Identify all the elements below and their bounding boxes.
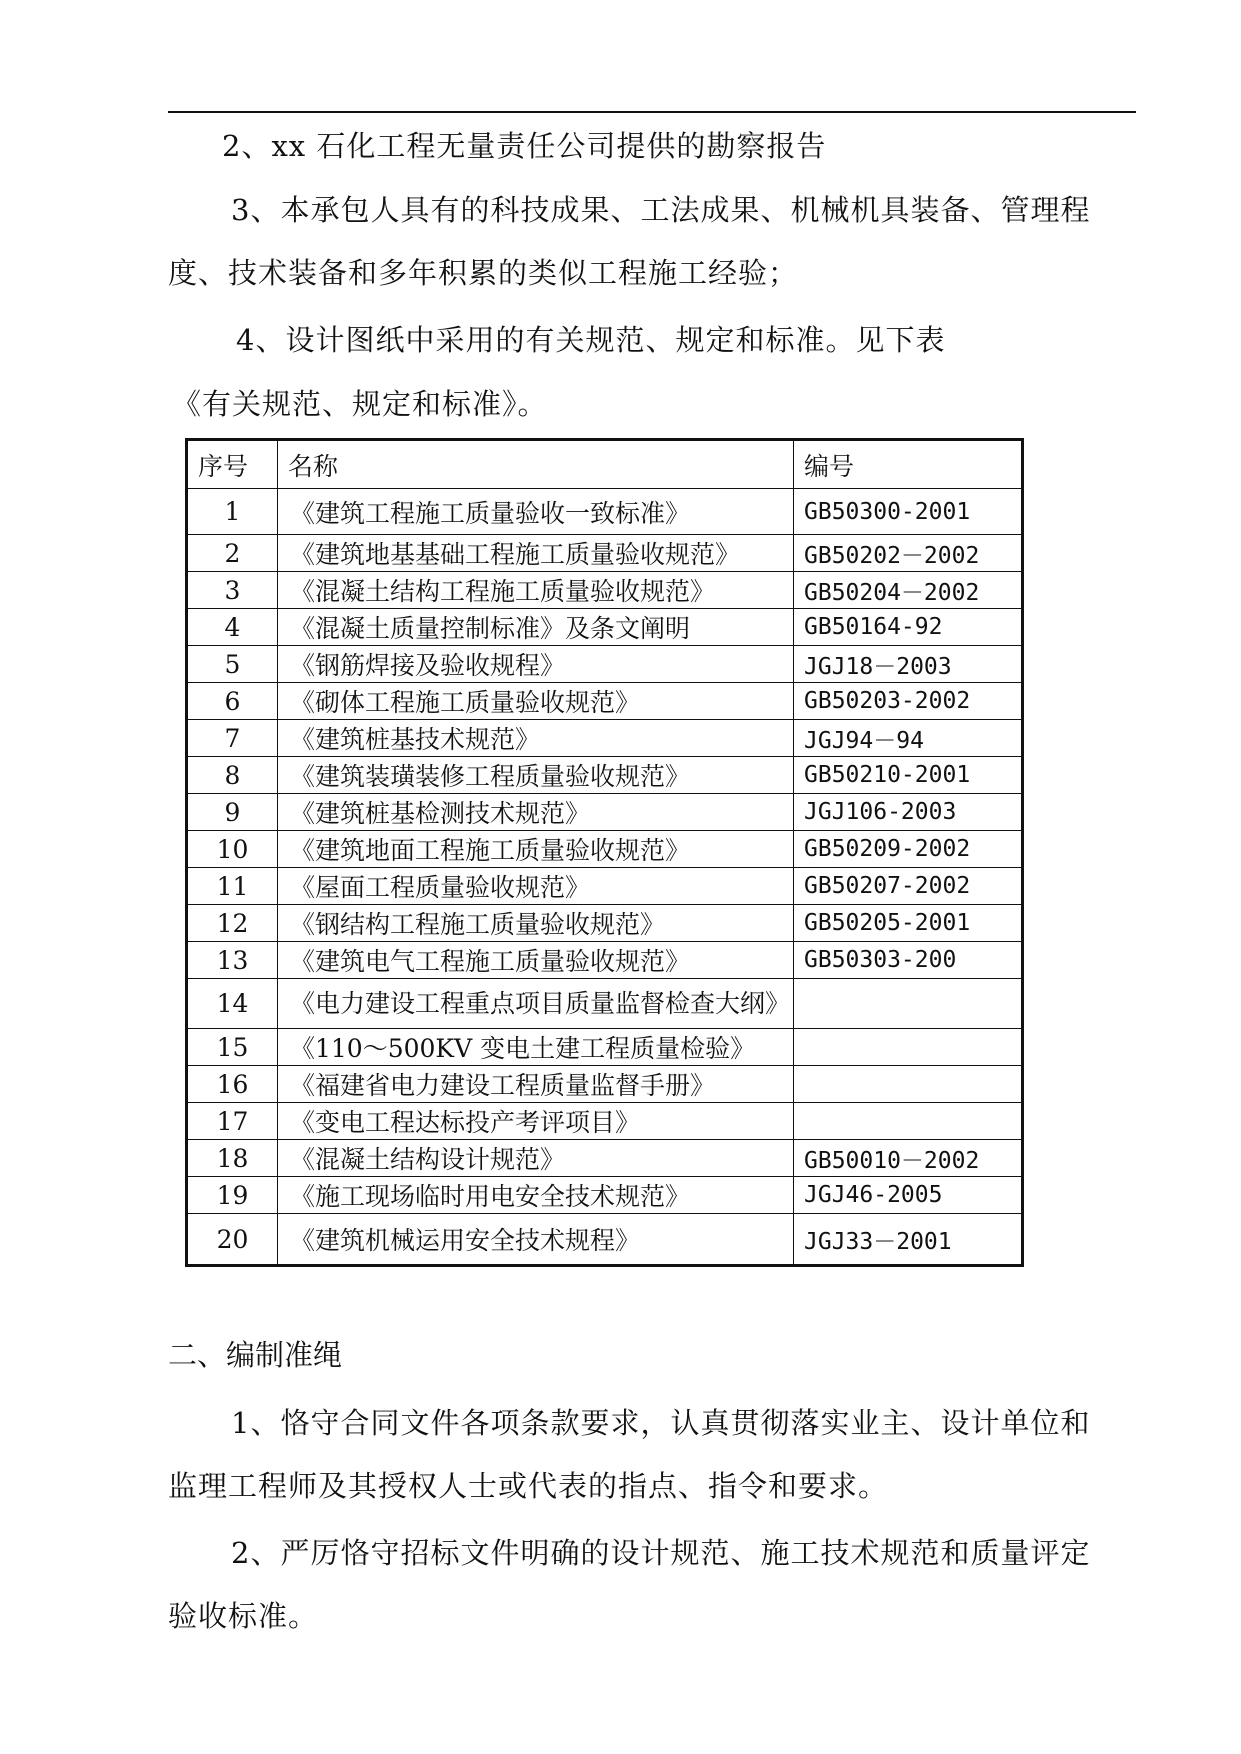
cell-standard-name: 《混凝土结构工程施工质量验收规范》: [278, 572, 794, 609]
paragraph-standards-line2: 《有关规范、规定和标准》。: [172, 387, 548, 421]
table-header-row: [187, 440, 1023, 489]
paragraph-achievements-line2: 度、技术装备和多年积累的类似工程施工经验；: [168, 256, 799, 290]
table-row: [187, 1029, 1023, 1066]
table-row: [187, 609, 1023, 646]
cell-standard-code: JGJ33－2001: [794, 1214, 1023, 1266]
cell-serial-no: 16: [187, 1066, 278, 1103]
cell-standard-code: [794, 1066, 1023, 1103]
table-row: [187, 683, 1023, 720]
table-row: [187, 942, 1023, 979]
cell-standard-name: 《110～500KV 变电土建工程质量检验》: [278, 1029, 794, 1066]
cell-serial-no: 17: [187, 1103, 278, 1140]
table-row: [187, 535, 1023, 572]
cell-standard-name: 《混凝土质量控制标准》及条文阐明: [278, 609, 794, 646]
cell-serial-no: 15: [187, 1029, 278, 1066]
cell-standard-name: 《屋面工程质量验收规范》: [278, 868, 794, 905]
cell-standard-code: JGJ106-2003: [794, 794, 1023, 831]
table-row: [187, 489, 1023, 535]
cell-standard-name: 《钢结构工程施工质量验收规范》: [278, 905, 794, 942]
cell-standard-name: 《建筑机械运用安全技术规程》: [278, 1214, 794, 1266]
cell-standard-code: [794, 1029, 1023, 1066]
cell-serial-no: 10: [187, 831, 278, 868]
cell-standard-name: 《钢筋焊接及验收规程》: [278, 646, 794, 683]
table-row: [187, 1140, 1023, 1177]
cell-standard-code: GB50204－2002: [794, 572, 1023, 609]
table-row: [187, 1177, 1023, 1214]
table-row: [187, 905, 1023, 942]
table-row: [187, 979, 1023, 1029]
cell-standard-code: GB50210-2001: [794, 757, 1023, 794]
paragraph-contract-line1: 1、恪守合同文件各项条款要求，认真贯彻落实业主、设计单位和: [231, 1406, 1091, 1440]
cell-serial-no: 13: [187, 942, 278, 979]
cell-serial-no: 7: [187, 720, 278, 757]
cell-standard-name: 《混凝土结构设计规范》: [278, 1140, 794, 1177]
table-row: [187, 831, 1023, 868]
cell-serial-no: 19: [187, 1177, 278, 1214]
cell-standard-name: 《建筑桩基技术规范》: [278, 720, 794, 757]
cell-standard-name: 《建筑桩基检测技术规范》: [278, 794, 794, 831]
cell-serial-no: 4: [187, 609, 278, 646]
cell-serial-no: 12: [187, 905, 278, 942]
cell-serial-no: 5: [187, 646, 278, 683]
cell-serial-no: 6: [187, 683, 278, 720]
cell-standard-name: 《建筑电气工程施工质量验收规范》: [278, 942, 794, 979]
paragraph-tender-line1: 2、严厉恪守招标文件明确的设计规范、施工技术规范和质量评定: [231, 1536, 1091, 1570]
cell-serial-no: 1: [187, 489, 278, 535]
cell-standard-code: GB50010－2002: [794, 1140, 1023, 1177]
table-row: [187, 1214, 1023, 1266]
cell-standard-code: GB50300-2001: [794, 489, 1023, 535]
paragraph-tender-line2: 验收标准。: [168, 1599, 319, 1633]
cell-standard-code: GB50164-92: [794, 609, 1023, 646]
cell-standard-code: JGJ46-2005: [794, 1177, 1023, 1214]
cell-serial-no: 8: [187, 757, 278, 794]
cell-standard-name: 《建筑地面工程施工质量验收规范》: [278, 831, 794, 868]
cell-serial-no: 20: [187, 1214, 278, 1266]
cell-standard-name: 《建筑装璜装修工程质量验收规范》: [278, 757, 794, 794]
cell-serial-no: 3: [187, 572, 278, 609]
cell-standard-name: 《建筑地基基础工程施工质量验收规范》: [278, 535, 794, 572]
cell-serial-no: 14: [187, 979, 278, 1029]
header-code: 编号: [794, 440, 1023, 489]
standards-table: [185, 438, 1024, 1267]
cell-standard-code: GB50203-2002: [794, 683, 1023, 720]
table-row: [187, 1066, 1023, 1103]
header-serial-no: 序号: [187, 440, 278, 489]
cell-standard-code: [794, 979, 1023, 1029]
cell-standard-name: 《砌体工程施工质量验收规范》: [278, 683, 794, 720]
cell-serial-no: 9: [187, 794, 278, 831]
table-row: [187, 794, 1023, 831]
cell-standard-code: GB50303-200: [794, 942, 1023, 979]
paragraph-standards-line1: 4、设计图纸中采用的有关规范、规定和标准。见下表: [236, 323, 946, 357]
paragraph-achievements-line1: 3、本承包人具有的科技成果、工法成果、机械机具装备、管理程: [231, 193, 1091, 227]
cell-standard-name: 《建筑工程施工质量验收一致标准》: [278, 489, 794, 535]
table-row: [187, 868, 1023, 905]
cell-standard-code: GB50205-2001: [794, 905, 1023, 942]
table-row: [187, 720, 1023, 757]
cell-standard-name: 《变电工程达标投产考评项目》: [278, 1103, 794, 1140]
cell-standard-name: 《福建省电力建设工程质量监督手册》: [278, 1066, 794, 1103]
table-body: [187, 489, 1023, 1266]
table-row: [187, 572, 1023, 609]
cell-standard-code: GB50202－2002: [794, 535, 1023, 572]
cell-serial-no: 11: [187, 868, 278, 905]
table-row: [187, 757, 1023, 794]
table-row: [187, 646, 1023, 683]
cell-standard-name: 《施工现场临时用电安全技术规范》: [278, 1177, 794, 1214]
cell-standard-name: 《电力建设工程重点项目质量监督检查大纲》: [278, 979, 794, 1029]
header-name: 名称: [278, 440, 794, 489]
cell-standard-code: GB50207-2002: [794, 868, 1023, 905]
cell-standard-code: JGJ94－94: [794, 720, 1023, 757]
table-row: [187, 1103, 1023, 1140]
cell-serial-no: 2: [187, 535, 278, 572]
cell-standard-code: GB50209-2002: [794, 831, 1023, 868]
header-rule: [168, 111, 1136, 113]
section-heading: 二、编制准绳: [168, 1338, 343, 1372]
cell-standard-code: [794, 1103, 1023, 1140]
cell-serial-no: 18: [187, 1140, 278, 1177]
paragraph-contract-line2: 监理工程师及其授权人士或代表的指点、指令和要求。: [168, 1469, 889, 1503]
cell-standard-code: JGJ18－2003: [794, 646, 1023, 683]
paragraph-survey-report: 2、xx 石化工程无量责任公司提供的勘察报告: [222, 129, 827, 163]
